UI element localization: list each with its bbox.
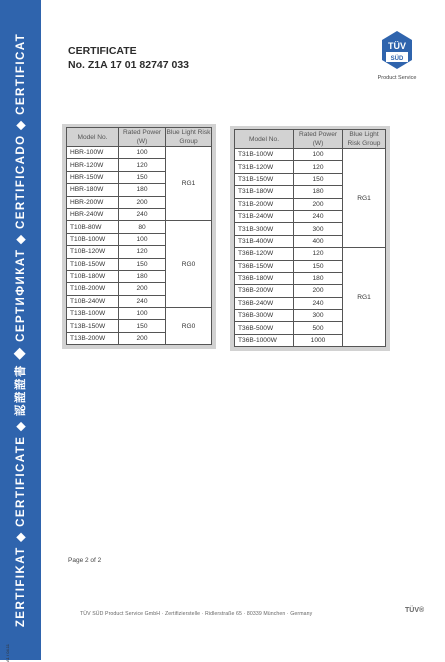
logo-sub: SÜD bbox=[390, 56, 404, 62]
model-cell: HBR-150W bbox=[67, 171, 119, 183]
side-code: A1 / 04.11 bbox=[5, 644, 10, 662]
model-cell: T31B-120W bbox=[235, 161, 294, 173]
side-band bbox=[0, 0, 41, 660]
model-table-1 bbox=[62, 124, 216, 349]
model-cell: HBR-120W bbox=[67, 159, 119, 171]
model-cell: T31B-400W bbox=[235, 235, 294, 247]
model-cell: T36B-500W bbox=[235, 322, 294, 334]
power-cell: 120 bbox=[294, 248, 343, 260]
table-row bbox=[67, 147, 212, 159]
model-cell: T10B-80W bbox=[67, 221, 119, 233]
risk-group-cell: RG1 bbox=[343, 149, 386, 248]
model-cell: T31B-100W bbox=[235, 149, 294, 161]
model-cell: T10B-240W bbox=[67, 295, 119, 307]
power-cell: 150 bbox=[119, 171, 166, 183]
side-band-text: ZERTIFIKAT ◆ CERTIFICATE ◆ 認證證書 ◆ СЕРТИФИКАТ ◆ CERTIFICADO ◆ CERTIFICAT bbox=[14, 32, 27, 628]
column-header-power: Rated Power (W) bbox=[294, 130, 343, 149]
model-cell: T13B-150W bbox=[67, 320, 119, 332]
footer-address: TÜV SÜD Product Service GmbH · Zertifizierstelle · Ridlerstraße 65 · 80339 München · Germany bbox=[80, 611, 313, 617]
power-cell: 120 bbox=[119, 159, 166, 171]
model-cell: T36B-240W bbox=[235, 297, 294, 309]
page-number: Page 2 of 2 bbox=[68, 557, 102, 564]
model-cell: T13B-200W bbox=[67, 332, 119, 344]
power-cell: 1000 bbox=[294, 334, 343, 346]
certificate-title: CERTIFICATE bbox=[68, 45, 137, 57]
footer-logo: TÜV® bbox=[405, 607, 425, 614]
logo-caption: Product Service bbox=[377, 75, 417, 81]
power-cell: 150 bbox=[294, 173, 343, 185]
risk-group-cell: RG0 bbox=[166, 221, 212, 308]
model-cell: T10B-150W bbox=[67, 258, 119, 270]
model-cell: T10B-100W bbox=[67, 233, 119, 245]
power-cell: 80 bbox=[119, 221, 166, 233]
power-cell: 200 bbox=[119, 196, 166, 208]
model-cell: T10B-120W bbox=[67, 246, 119, 258]
power-cell: 240 bbox=[119, 208, 166, 220]
table-row bbox=[67, 221, 212, 233]
table-header-row bbox=[67, 128, 212, 147]
model-cell: HBR-240W bbox=[67, 208, 119, 220]
model-cell: T31B-240W bbox=[235, 210, 294, 222]
power-cell: 150 bbox=[294, 260, 343, 272]
power-cell: 180 bbox=[119, 270, 166, 282]
model-cell: HBR-180W bbox=[67, 184, 119, 196]
power-cell: 200 bbox=[294, 198, 343, 210]
model-cell: T10B-200W bbox=[67, 283, 119, 295]
power-cell: 240 bbox=[119, 295, 166, 307]
power-cell: 100 bbox=[119, 308, 166, 320]
model-cell: HBR-200W bbox=[67, 196, 119, 208]
risk-group-cell: RG0 bbox=[166, 308, 212, 345]
power-cell: 500 bbox=[294, 322, 343, 334]
model-cell: T10B-180W bbox=[67, 270, 119, 282]
power-cell: 150 bbox=[119, 320, 166, 332]
model-cell: T36B-300W bbox=[235, 310, 294, 322]
logo-mark: TÜV bbox=[388, 41, 406, 51]
column-header-risk: Blue Light Risk Group bbox=[343, 130, 386, 149]
power-cell: 150 bbox=[119, 258, 166, 270]
table-row bbox=[235, 248, 386, 260]
model-cell: T36B-1000W bbox=[235, 334, 294, 346]
power-cell: 300 bbox=[294, 310, 343, 322]
model-table-2 bbox=[230, 126, 390, 351]
column-header-risk: Blue Light Risk Group bbox=[166, 129, 211, 145]
power-cell: 300 bbox=[294, 223, 343, 235]
model-cell: T36B-200W bbox=[235, 285, 294, 297]
power-cell: 200 bbox=[119, 283, 166, 295]
power-cell: 120 bbox=[119, 246, 166, 258]
power-cell: 400 bbox=[294, 235, 343, 247]
table-row bbox=[235, 149, 386, 161]
power-cell: 200 bbox=[294, 285, 343, 297]
power-cell: 240 bbox=[294, 297, 343, 309]
model-cell: T31B-300W bbox=[235, 223, 294, 235]
model-cell: T31B-180W bbox=[235, 186, 294, 198]
model-cell: T31B-200W bbox=[235, 198, 294, 210]
model-cell: T31B-150W bbox=[235, 173, 294, 185]
power-cell: 240 bbox=[294, 210, 343, 222]
power-cell: 180 bbox=[294, 186, 343, 198]
certificate-header bbox=[68, 44, 189, 72]
tuv-octagon-icon bbox=[377, 30, 417, 74]
model-cell: T36B-150W bbox=[235, 260, 294, 272]
power-cell: 180 bbox=[294, 272, 343, 284]
model-cell: T36B-120W bbox=[235, 248, 294, 260]
power-cell: 100 bbox=[119, 233, 166, 245]
power-cell: 100 bbox=[294, 149, 343, 161]
power-cell: 100 bbox=[119, 147, 166, 159]
tuv-logo bbox=[368, 30, 426, 86]
certificate-number: No. Z1A 17 01 82747 033 bbox=[68, 59, 190, 71]
power-cell: 120 bbox=[294, 161, 343, 173]
table-header-row bbox=[235, 130, 386, 149]
model-cell: T13B-100W bbox=[67, 308, 119, 320]
column-header-model: Model No. bbox=[235, 130, 294, 149]
model-cell: T36B-180W bbox=[235, 272, 294, 284]
risk-group-cell: RG1 bbox=[166, 147, 212, 221]
power-cell: 180 bbox=[119, 184, 166, 196]
risk-group-cell: RG1 bbox=[343, 248, 386, 347]
table-row bbox=[67, 308, 212, 320]
power-cell: 200 bbox=[119, 332, 166, 344]
column-header-power: Rated Power (W) bbox=[119, 128, 166, 147]
model-cell: HBR-100W bbox=[67, 147, 119, 159]
column-header-model: Model No. bbox=[67, 128, 119, 147]
